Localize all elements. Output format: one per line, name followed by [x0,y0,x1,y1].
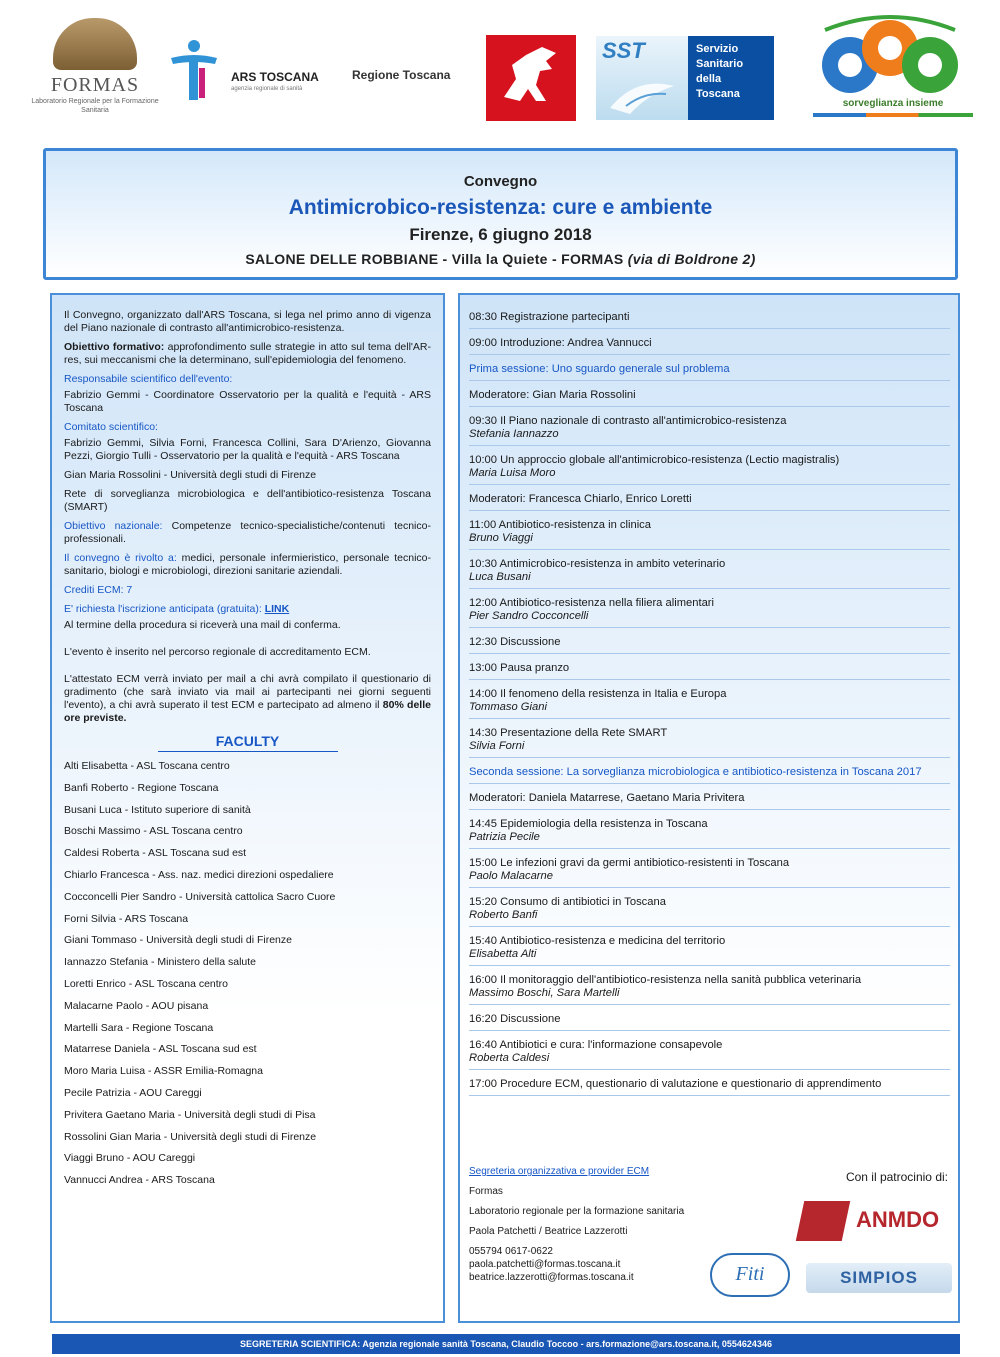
responsabile-label: Responsabile scientifico dell'evento: [64,373,233,385]
patrocinio-label: Con il patrocinio di: [845,1170,948,1184]
faculty-item: Viaggi Bruno - AOU Careggi [64,1152,196,1165]
talk-speaker: Luca Busani [469,571,531,583]
regione-toscana-pegasus-logo [486,35,576,121]
moderator: Moderatori: Francesca Chiarlo, Enrico Loretti [469,491,950,511]
rete-smart-text: Rete di sorveglianza microbiologica e dell'antibiotico-resistenza Toscana (SMART) [64,488,431,513]
program-item [469,517,950,550]
info-column [50,293,445,1323]
sorveglianza-eyes-icon [805,10,975,100]
comitato-text: Fabrizio Gemmi, Silvia Forni, Francesca Collini, Sara D'Arienzo, Giovanna Pezzi, Giorgio Tulli - Osservatorio per la qualità e l'equità - ARS Toscana [64,437,431,462]
accreditamento-text: L'evento è inserito nel percorso regionale di accreditamento ECM. [64,646,371,658]
talk-speaker: Massimo Boschi, Sara Martelli [469,987,620,999]
faculty-item: Caldesi Roberta - ASL Toscana sud est [64,847,247,860]
venue-name: SALONE DELLE ROBBIANE - Villa la Quiete - FORMAS [245,251,624,267]
sorveglianza-underline [813,113,973,117]
footer-bar: SEGRETERIA SCIENTIFICA: Agenzia regionale sanità Toscana, Claudio Toccoo - ars.formazione@ars.toscana.it, 0554624346 [52,1334,960,1354]
convegno-label: Convegno [463,173,538,190]
faculty-item: Privitera Gaetano Maria - Università degli studi di Pisa [64,1108,316,1121]
program-item [469,933,950,966]
moderator: Moderatore: Gian Maria Rossolini [469,387,950,407]
talk-title: 15:40 Antibiotico-resistenza e medicina del territorio [469,935,726,947]
segreteria-mail-1[interactable]: paola.patchetti@formas.toscana.it [469,1259,621,1270]
formas-crest-icon [53,18,137,70]
ars-figure-icon [165,38,223,102]
talk-title: 16:00 Il monitoraggio dell'antibiotico-resistenza nella sanità pubblica veterinaria [469,974,862,986]
faculty-item: Chiarlo Francesca - Ass. naz. medici direzioni ospedaliere [64,868,334,881]
faculty-item: Martelli Sara - Regione Toscana [64,1021,214,1034]
attestato [64,673,431,725]
program-item [469,816,950,849]
page-title: Antimicrobico-resistenza: cure e ambiente [288,196,713,219]
talk-title: 16:40 Antibiotici e cura: l'informazione consapevole [469,1039,723,1051]
program-item [469,855,950,888]
moderator: Moderatori: Daniela Matarrese, Gaetano Maria Privitera [469,790,950,810]
segreteria-mail-2[interactable]: beatrice.lazzerotti@formas.toscana.it [469,1272,634,1283]
segreteria-phone: 055794 0617-0622 [469,1246,553,1257]
sst-logo [596,36,774,120]
faculty-item: Malacarne Paolo - AOU pisana [64,999,209,1012]
talk-speaker: Silvia Forni [469,740,525,752]
faculty-item: Cocconcelli Pier Sandro - Università cattolica Sacro Cuore [64,890,336,903]
crediti-ecm: Crediti ECM: 7 [64,584,133,596]
segreteria-names: Paola Patchetti / Beatrice Lazzerotti [469,1226,628,1237]
event-date: Firenze, 6 giugno 2018 [409,225,592,244]
responsabile-text: Fabrizio Gemmi - Coordinatore Osservatorio per la qualità e l'equità - ARS Toscana [64,389,431,414]
faculty-item: Vannucci Andrea - ARS Toscana [64,1174,215,1187]
program-item [469,556,950,589]
program-item: 13:00 Pausa pranzo [469,660,950,680]
obiettivo-formativo [64,341,431,367]
program-item: 09:00 Introduzione: Andrea Vannucci [469,335,950,355]
program-item: 16:20 Discussione [469,1011,950,1031]
regione-toscana-text: Regione Toscana [352,68,451,82]
obiettivo-nazionale [64,520,431,546]
program-item: 08:30 Registrazione partecipanti [469,309,950,329]
segreteria-org: Formas [469,1186,503,1197]
comitato-label: Comitato scientifico: [64,421,158,433]
talk-speaker: Roberto Banfi [469,909,538,921]
anmdo-mark-icon [796,1201,851,1241]
talk-title: 14:45 Epidemiologia della resistenza in Toscana [469,818,708,830]
obiettivo-label: Obiettivo formativo: [64,341,165,353]
faculty-list [64,760,431,1187]
formas-wordmark: FORMAS [50,74,140,96]
talk-speaker: Maria Luisa Moro [469,467,556,479]
destinatari-label: Il convegno è rivolto a: [64,552,177,564]
faculty-item: Pecile Patrizia - AOU Careggi [64,1086,202,1099]
pegasus-icon [486,35,576,121]
iscrizione [64,603,431,616]
faculty-item: Matarrese Daniela - ASL Toscana sud est [64,1043,257,1056]
session-title: Seconda sessione: La sorveglianza microbiologica e antibiotico-resistenza in Toscana 2017 [469,764,950,784]
talk-speaker: Pier Sandro Cocconcelli [469,610,589,622]
anmdo-wordmark: ANMDO [856,1207,940,1232]
ars-toscana-logo [165,38,350,108]
program-item [469,972,950,1005]
destinatari [64,552,431,578]
segreteria-title: Segreteria organizzativa e provider ECM [469,1166,650,1177]
attestato-text: L'attestato ECM verrà inviato per mail a chi avrà compilato il questionario di gradimento (che sarà inviato via mail ai partecipanti nei giorni seguenti l'evento), a chi avrà superato il test ECM e partecipato ad almeno il [64,673,431,711]
ars-title: ARS TOSCANA [231,70,319,84]
talk-speaker: Bruno Viaggi [469,532,533,544]
event-venue [46,251,955,267]
attestato-bold: 80% delle ore previste. [64,699,431,724]
formas-subtitle: Laboratorio Regionale per la Formazione Sanitaria [31,98,159,114]
program-item [469,894,950,927]
faculty-item: Boschi Massimo - ASL Toscana centro [64,825,243,838]
talk-title: 12:00 Antibiotico-resistenza nella filiera alimentari [469,597,715,609]
talk-speaker: Patrizia Pecile [469,831,540,843]
segreteria-lab: Laboratorio regionale per la formazione sanitaria [469,1206,685,1217]
program-column [458,293,960,1323]
talk-title: 09:30 Il Piano nazionale di contrasto all'antimicrobico-resistenza [469,415,787,427]
talk-speaker: Tommaso Giani [469,701,547,713]
program-item: 17:00 Procedure ECM, questionario di valutazione e questionario di apprendimento [469,1076,950,1096]
faculty-item: Loretti Enrico - ASL Toscana centro [64,977,229,990]
sst-text: Servizio Sanitario della Toscana [688,36,774,120]
conferma-text: Al termine della procedura si riceverà una mail di conferma. [64,619,341,631]
faculty-divider [158,751,338,752]
faculty-item: Forni Silvia - ARS Toscana [64,912,189,925]
fiti-logo: Fiti [710,1253,790,1297]
program-item: 12:30 Discussione [469,634,950,654]
talk-speaker: Roberta Caldesi [469,1052,550,1064]
intro-text: Il Convegno, organizzato dall'ARS Toscana, si lega nel primo anno di vigenza del Piano nazionale di contrasto all'antimicrobico-resistenza. [64,309,431,334]
simpios-logo: SIMPIOS [806,1263,952,1293]
talk-title: 10:00 Un approccio globale all'antimicrobico-resistenza (Lectio magistralis) [469,454,840,466]
faculty-item: Busani Luca - Istituto superiore di sanità [64,803,251,816]
faculty-item: Moro Maria Luisa - ASSR Emilia-Romagna [64,1065,263,1078]
faculty-item: Giani Tommaso - Università degli studi di Firenze [64,934,292,947]
obiettivo-text: approfondimento sulle strategie in atto sul tema dell'AR-res, sui meccanismi che la determinano, sull'epidemiologia del fenomeno. [64,341,432,366]
anmdo-logo [800,1201,950,1241]
program-item [469,686,950,719]
session-title: Prima sessione: Uno sguardo generale sul problema [469,361,950,381]
faculty-title: FACULTY [215,733,280,749]
program-item [469,595,950,628]
talk-speaker: Stefania Iannazzo [469,428,559,440]
iscrizione-link[interactable]: LINK [264,603,290,615]
venue-address: (via di Boldrone 2) [627,251,756,267]
talk-title: 15:20 Consumo di antibiotici in Toscana [469,896,666,908]
sst-letters: SST [602,38,645,63]
sorveglianza-label: sorveglianza insieme [842,98,944,109]
faculty-item: Rossolini Gian Maria - Università degli studi di Firenze [64,1130,317,1143]
program-item [469,452,950,485]
obiettivo-nazionale-label: Obiettivo nazionale: [64,520,163,532]
program-item [469,725,950,758]
talk-title: 10:30 Antimicrobico-resistenza in ambito veterinario [469,558,726,570]
talk-title: 15:00 Le infezioni gravi da germi antibiotico-resistenti in Toscana [469,857,790,869]
talk-title: 14:00 Il fenomeno della resistenza in Italia e Europa [469,688,727,700]
title-box [43,148,958,280]
rossolini-text: Gian Maria Rossolini - Università degli studi di Firenze [64,469,317,481]
talk-speaker: Paolo Malacarne [469,870,553,882]
destinatari-text: medici, personale infermieristico, personale tecnico-sanitario, biologi e microbiologi, direzioni sanitarie aziendali. [64,552,432,577]
sst-bird-icon [596,36,688,120]
program-item [469,1037,950,1070]
faculty-item: Alti Elisabetta - ASL Toscana centro [64,760,230,772]
talk-title: 14:30 Presentazione della Rete SMART [469,727,668,739]
faculty-item: Banfi Roberto - Regione Toscana [64,781,219,794]
obiettivo-nazionale-text: Competenze tecnico-specialistiche/contenuti tecnico-professionali. [64,520,431,545]
sorveglianza-insieme-logo [805,10,975,120]
ars-subtitle: agenzia regionale di sanità [231,86,303,92]
formas-logo [30,18,160,128]
sst-emblem [596,36,688,120]
iscrizione-text: E' richiesta l'iscrizione anticipata (gratuita): [64,603,262,615]
faculty-item: Iannazzo Stefania - Ministero della salute [64,956,257,969]
talk-title: 11:00 Antibiotico-resistenza in clinica [469,519,651,531]
segreteria-organizzativa [469,1165,729,1284]
program-item [469,413,950,446]
talk-speaker: Elisabetta Alti [469,948,537,960]
